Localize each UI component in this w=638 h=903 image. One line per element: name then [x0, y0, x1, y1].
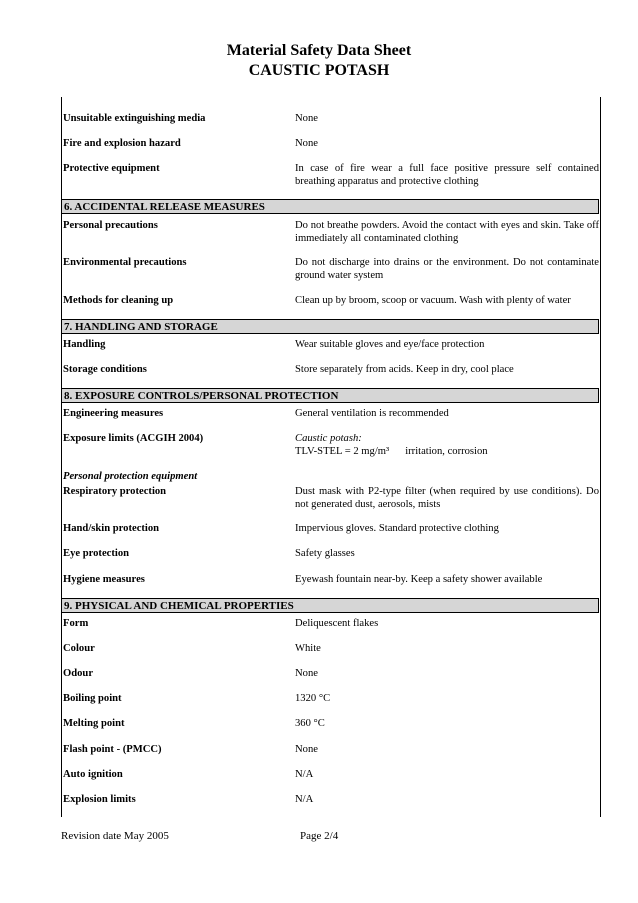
page-number: Page 2/4	[300, 830, 339, 842]
field-label: Boiling point	[63, 693, 122, 704]
field-label: Personal precautions	[63, 220, 158, 231]
field-label: Hand/skin protection	[63, 523, 160, 534]
field-label: Engineering measures	[63, 408, 164, 419]
revision-date: Revision date May 2005	[61, 830, 169, 842]
field-label: Storage conditions	[63, 364, 147, 375]
field-value: None	[295, 113, 318, 124]
field-label: Melting point	[63, 718, 125, 729]
field-label: Hygiene measures	[63, 574, 145, 585]
field-value	[295, 432, 599, 458]
field-value: Store separately from acids. Keep in dry, cool place	[295, 364, 514, 375]
field-label: Protective equipment	[63, 163, 160, 174]
field-value: 360 °C	[295, 718, 325, 729]
field-label: Unsuitable extinguishing media	[63, 113, 206, 124]
field-value: Deliquescent flakes	[295, 618, 379, 629]
field-label: Methods for cleaning up	[63, 295, 174, 306]
field-label: Environmental precautions	[63, 257, 187, 268]
section-header-7: 7. HANDLING AND STORAGE	[61, 319, 599, 334]
field-value: N/A	[295, 769, 314, 780]
field-label: Explosion limits	[63, 794, 136, 805]
exposure-limit-value: TLV-STEL = 2 mg/m³	[295, 446, 390, 457]
exposure-effect: irritation, corrosion	[405, 446, 488, 457]
exposure-limit-line	[295, 445, 599, 458]
field-label: Form	[63, 618, 89, 629]
field-value: Dust mask with P2-type filter (when required by use conditions). Do not generated dust, aerosols, mists	[295, 486, 599, 510]
field-value: 1320 °C	[295, 693, 331, 704]
field-value: White	[295, 643, 321, 654]
field-value: None	[295, 744, 318, 755]
field-value: General ventilation is recommended	[295, 408, 449, 419]
field-value: Clean up by broom, scoop or vacuum. Wash with plenty of water	[295, 295, 571, 306]
field-label: Odour	[63, 668, 94, 679]
field-value: Wear suitable gloves and eye/face protection	[295, 339, 485, 350]
field-value: In case of fire wear a full face positive pressure self contained breathing apparatus and protective clothing	[295, 163, 599, 187]
field-label: Colour	[63, 643, 95, 654]
exposure-substance: Caustic potash:	[295, 433, 362, 444]
field-label: Exposure limits (ACGIH 2004)	[63, 433, 204, 444]
field-value: None	[295, 668, 318, 679]
field-label: Eye protection	[63, 548, 130, 559]
field-label: Respiratory protection	[63, 486, 167, 497]
field-label: Handling	[63, 339, 106, 350]
document-title: Material Safety Data Sheet	[226, 42, 412, 59]
section-header-8: 8. EXPOSURE CONTROLS/PERSONAL PROTECTION	[61, 388, 599, 403]
field-label: Fire and explosion hazard	[63, 138, 181, 149]
section-header-9: 9. PHYSICAL AND CHEMICAL PROPERTIES	[61, 598, 599, 613]
ppe-heading: Personal protection equipment	[63, 471, 198, 482]
field-value: Do not discharge into drains or the environment. Do not contaminate ground water system	[295, 257, 599, 281]
field-value: Eyewash fountain near-by. Keep a safety shower available	[295, 574, 543, 585]
field-label: Auto ignition	[63, 769, 123, 780]
field-value: Do not breathe powders. Avoid the contact with eyes and skin. Take off immediately all contaminated clothing	[295, 220, 599, 244]
field-value: Impervious gloves. Standard protective clothing	[295, 523, 499, 534]
field-value: None	[295, 138, 318, 149]
field-value: Safety glasses	[295, 548, 355, 559]
field-label: Flash point - (PMCC)	[63, 744, 162, 755]
product-name: CAUSTIC POTASH	[248, 62, 390, 79]
section-header-6: 6. ACCIDENTAL RELEASE MEASURES	[61, 199, 599, 214]
field-value: N/A	[295, 794, 314, 805]
